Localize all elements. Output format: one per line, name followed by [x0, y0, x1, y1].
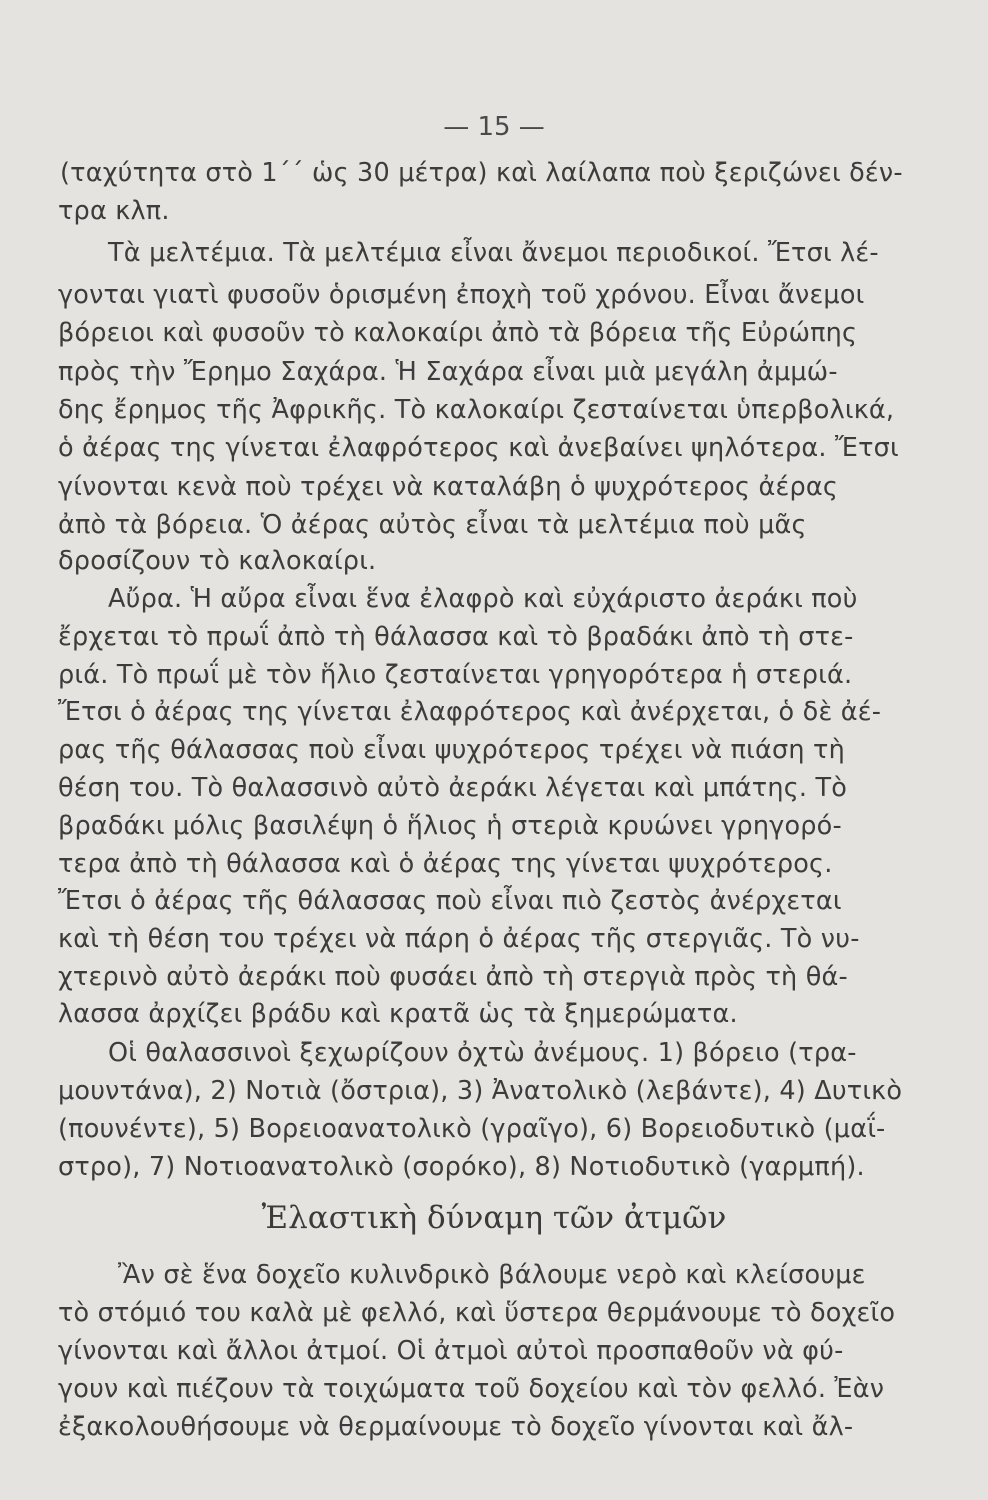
text-line: χτερινὸ αὐτὸ ἀεράκι ποὺ φυσάει ἀπὸ τὴ στεργιὰ πρὸς τὴ θά-	[58, 962, 848, 992]
text-line: Ἔτσι ὁ ἀέρας της γίνεται ἐλαφρότερος καὶ ἀνέρχεται, ὁ δὲ ἀέ-	[58, 697, 882, 727]
text-line: θέση του. Τὸ θαλασσινὸ αὐτὸ ἀεράκι λέγεται καὶ μπάτης. Τὸ	[58, 773, 848, 803]
page-number: — 15 —	[443, 112, 545, 142]
text-line: βραδάκι μόλις βασιλέψη ὁ ἥλιος ἡ στεριὰ κρυώνει γρηγορό-	[58, 811, 842, 841]
text-line: λασσα ἀρχίζει βράδυ καὶ κρατᾶ ὡς τὰ ξημερώματα.	[58, 999, 738, 1029]
text-line: πρὸς τὴν Ἔρημο Σαχάρα. Ἡ Σαχάρα εἶναι μιὰ μεγάλη ἀμμώ-	[58, 357, 838, 387]
text-line: καὶ τὴ θέση του τρέχει νὰ πάρη ὁ ἀέρας τῆς στεργιᾶς. Τὸ νυ-	[58, 924, 860, 954]
text-line: γίνονται κενὰ ποὺ τρέχει νὰ καταλάβη ὁ ψυχρότερος ἀέρας	[58, 472, 839, 502]
text-line: (ταχύτητα στὸ 1΄΄ ὡς 30 μέτρα) καὶ λαίλαπα ποὺ ξεριζώνει δέν-	[60, 158, 903, 188]
text-line: γονται γιατὶ φυσοῦν ὁρισμένη ἐποχὴ τοῦ χρόνου. Εἶναι ἄνεμοι	[58, 280, 865, 310]
section-heading: Ἐλαστικὴ δύναμη τῶν ἀτμῶν	[261, 1200, 727, 1236]
text-line: Οἱ θαλασσινοὶ ξεχωρίζουν ὀχτὼ ἀνέμους. 1) βόρειο (τρα-	[108, 1038, 857, 1068]
text-line: ρας τῆς θάλασσας ποὺ εἶναι ψυχρότερος τρέχει νὰ πιάση τὴ	[58, 735, 845, 765]
text-line: (πουνέντε), 5) Βορειοανατολικὸ (γραῖγο), 6) Βορειοδυτικὸ (μαΐ-	[58, 1114, 886, 1144]
text-line: Ἔτσι ὁ ἀέρας τῆς θάλασσας ποὺ εἶναι πιὸ ζεστὸς ἀνέρχεται	[58, 886, 842, 916]
text-line: δροσίζουν τὸ καλοκαίρι.	[58, 546, 377, 576]
text-line: Ἂν σὲ ἕνα δοχεῖο κυλινδρικὸ βάλουμε νερὸ καὶ κλείσουμε	[118, 1260, 866, 1290]
text-line: βόρειοι καὶ φυσοῦν τὸ καλοκαίρι ἀπὸ τὰ βόρεια τῆς Εὐρώπης	[58, 318, 858, 348]
text-line: τρα κλπ.	[58, 196, 170, 226]
text-line: ἔρχεται τὸ πρωΐ ἀπὸ τὴ θάλασσα καὶ τὸ βραδάκι ἀπὸ τὴ στε-	[58, 622, 854, 652]
text-line: γουν καὶ πιέζουν τὰ τοιχώματα τοῦ δοχείου καὶ τὸν φελλό. Ἐὰν	[58, 1374, 885, 1404]
text-line: στρο), 7) Νοτιοανατολικὸ (σορόκο), 8) Νοτιοδυτικὸ (γαρμπή).	[58, 1152, 865, 1182]
text-line: τὸ στόμιό του καλὰ μὲ φελλό, καὶ ὕστερα θερμάνουμε τὸ δοχεῖο	[58, 1298, 896, 1328]
text-line: δης ἔρημος τῆς Ἀφρικῆς. Τὸ καλοκαίρι ζεσταίνεται ὑπερβολικά,	[58, 395, 895, 425]
text-line: ἀπὸ τὰ βόρεια. Ὁ ἀέρας αὐτὸς εἶναι τὰ μελτέμια ποὺ μᾶς	[58, 510, 807, 540]
text-line: ριά. Τὸ πρωΐ μὲ τὸν ἥλιο ζεσταίνεται γρηγορότερα ἡ στεριά.	[58, 660, 853, 690]
text-line: Τὰ μελτέμια. Τὰ μελτέμια εἶναι ἄνεμοι περιοδικοί. Ἔτσι λέ-	[108, 238, 879, 268]
text-line: μουντάνα), 2) Νοτιὰ (ὄστρια), 3) Ἀνατολικὸ (λεβάντε), 4) Δυτικὸ	[58, 1076, 903, 1106]
text-line: τερα ἀπὸ τὴ θάλασσα καὶ ὁ ἀέρας της γίνεται ψυχρότερος.	[58, 849, 833, 879]
text-line: ἐξακολουθήσουμε νὰ θερμαίνουμε τὸ δοχεῖο γίνονται καὶ ἄλ-	[58, 1412, 854, 1442]
text-line: γίνονται καὶ ἄλλοι ἀτμοί. Οἱ ἀτμοὶ αὐτοὶ προσπαθοῦν νὰ φύ-	[58, 1336, 844, 1366]
text-line: ὁ ἀέρας της γίνεται ἐλαφρότερος καὶ ἀνεβαίνει ψηλότερα. Ἔτσι	[58, 433, 899, 463]
text-line: Αὔρα. Ἡ αὔρα εἶναι ἕνα ἐλαφρὸ καὶ εὐχάριστο ἀεράκι ποὺ	[108, 584, 858, 614]
